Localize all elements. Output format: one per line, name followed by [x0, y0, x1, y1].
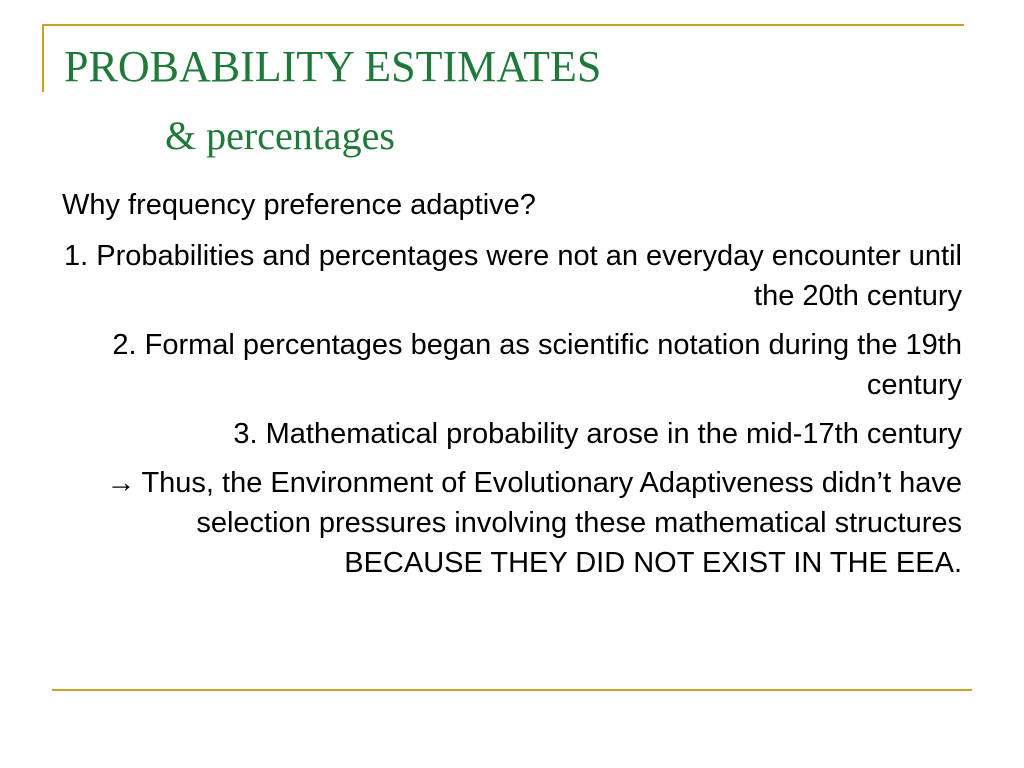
bottom-border-rule: [52, 689, 972, 691]
slide-title: PROBABILITY ESTIMATES: [64, 42, 602, 91]
conclusion-text: Thus, the Environment of Evolutionary Adaptiveness didn’t have selection pressures involving these mathematical structures BECAUSE THEY DID NOT EXIST IN THE EEA.: [141, 467, 962, 579]
list-item-2: 2. Formal percentages began as scientific notation during the 19th century: [112, 329, 962, 401]
bullet-list: [60, 236, 962, 592]
left-border-rule: [42, 24, 44, 92]
right-arrow-icon: →: [106, 467, 136, 499]
top-border-rule: [42, 24, 964, 26]
list-item-3: 3. Mathematical probability arose in the mid-17th century: [233, 418, 962, 450]
conclusion-item: [60, 463, 962, 583]
intro-question: Why frequency preference adaptive?: [62, 189, 536, 221]
list-item-1: 1. Probabilities and percentages were not an everyday encounter until the 20th century: [64, 240, 962, 312]
slide-subtitle: & percentages: [165, 113, 395, 158]
